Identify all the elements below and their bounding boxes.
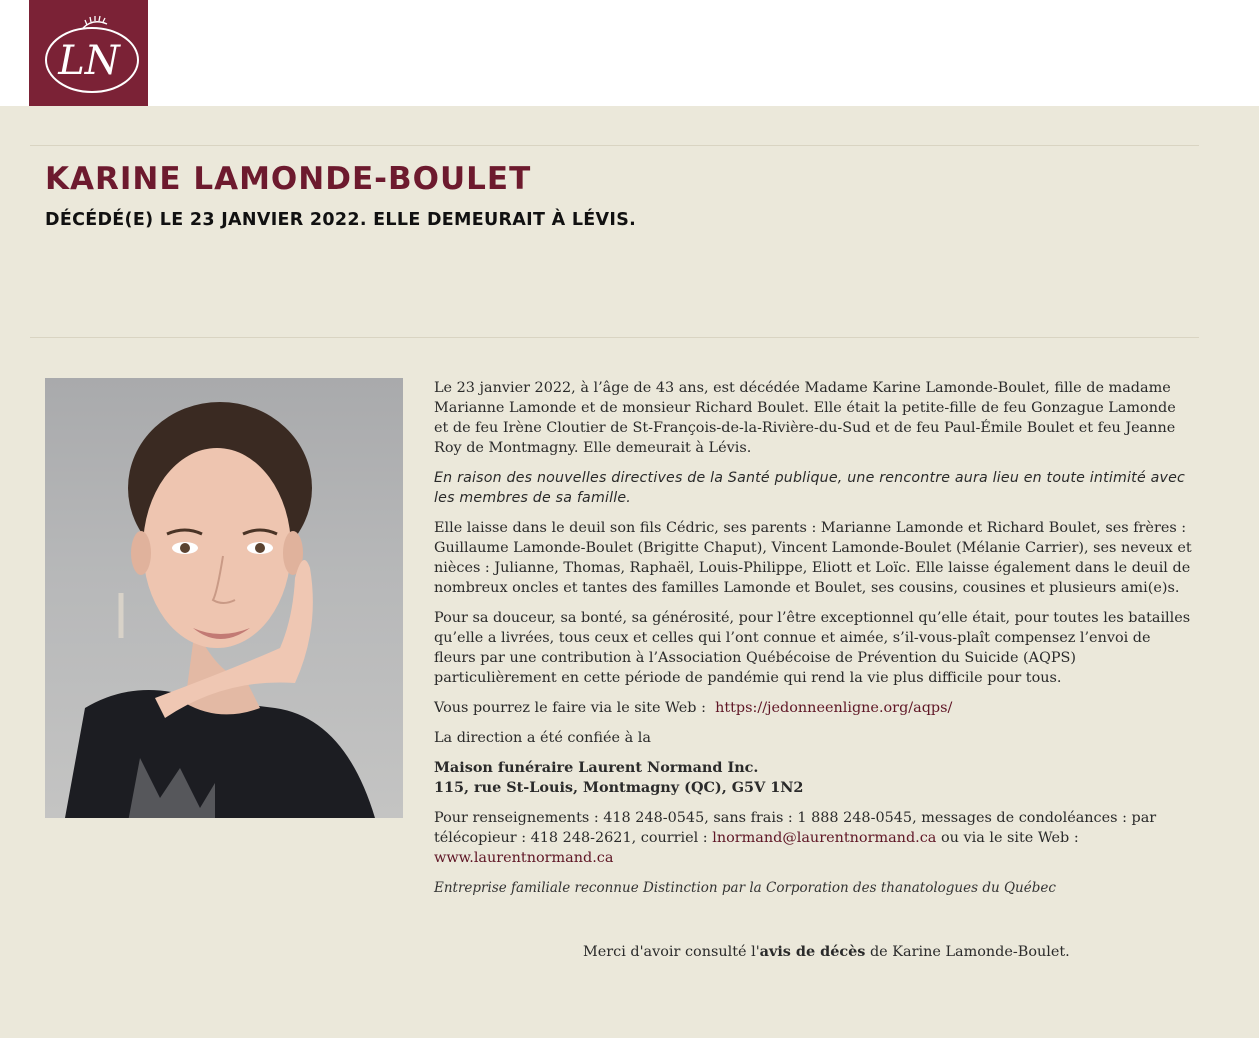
thanks-bold: avis de décès xyxy=(759,943,866,960)
donation-text: Vous pourrez le faire via le site Web : xyxy=(434,700,706,716)
obituary-paragraph: La direction a été confiée à la xyxy=(434,730,651,746)
funeral-home-address: 115, rue St-Louis, Montmagny (QC), G5V 1N2 xyxy=(434,779,804,796)
ln-monogram-icon xyxy=(35,8,143,98)
donation-line xyxy=(434,698,1194,718)
contact-text: Pour renseignements : 418 248-0545, sans frais : 1 888 248-0545, messages de condoléances : par télécopieur : 418 248-2621, courriel : xyxy=(434,810,1157,846)
thanks-message xyxy=(583,943,1070,960)
obituary-paragraph: Pour sa douceur, sa bonté, sa générosité, pour l’être exceptionnel qu’elle était, pour toutes les batailles qu’elle a livrées, tous ceux et celles qui l’ont connue et aimée, s’il-vous-plaît compensez l’envoi de fleurs par une contribution à l’Association Québécoise de Prévention du Suicide (AQPS) particulièrement en cette période de pandémie qui rend la vie plus difficile pour tous. xyxy=(434,610,1191,686)
contact-mid-text: ou via le site Web : xyxy=(940,830,1079,846)
obituary-body xyxy=(434,378,1194,908)
funeral-home-name: Maison funéraire Laurent Normand Inc. xyxy=(434,759,759,776)
health-notice: En raison des nouvelles directives de la Santé publique, une rencontre aura lieu en toute intimité avec les membres de sa famille. xyxy=(434,470,1186,506)
logo[interactable] xyxy=(29,0,148,106)
thanks-before: Merci d'avoir consulté l' xyxy=(583,944,760,960)
company-tagline: Entreprise familiale reconnue Distinction par la Corporation des thanatologues du Québec xyxy=(434,880,1056,896)
divider-top xyxy=(30,145,1199,146)
donation-link[interactable]: https://jedonneenligne.org/aqps/ xyxy=(715,700,953,716)
obituary-paragraph: Le 23 janvier 2022, à l’âge de 43 ans, est décédée Madame Karine Lamonde-Boulet, fille de madame Marianne Lamonde et de monsieur Richard Boulet. Elle était la petite-fille de feu Gonzague Lamonde et de feu Irène Cloutier de St-François-de-la-Rivière-du-Sud et de feu Paul-Émile Boulet et feu Jeanne Roy de Montmagny. Elle demeurait à Lévis. xyxy=(434,380,1176,456)
svg-text:LN: LN xyxy=(57,38,120,84)
divider-bottom xyxy=(30,337,1199,338)
contact-info xyxy=(434,808,1194,868)
deceased-name: KARINE LAMONDE-BOULET xyxy=(45,161,532,197)
obituary-paragraph: Elle laisse dans le deuil son fils Cédric, ses parents : Marianne Lamonde et Richard Boulet, ses frères : Guillaume Lamonde-Boulet (Brigitte Chaput), Vincent Lamonde-Boulet (Mélanie Carrier), ses neveux et nièces : Julianne, Thomas, Raphaël, Louis-Philippe, Eliott et Loïc. Elle laisse également dans le deuil de nombreux oncles et tantes des familles Lamonde et Boulet, ses cousins, cousines et plusieurs ami(e)s. xyxy=(434,520,1192,596)
portrait-photo xyxy=(45,378,403,818)
contact-email-link[interactable]: lnormand@laurentnormand.ca xyxy=(712,830,937,846)
portrait-illustration xyxy=(45,378,403,818)
thanks-after: de Karine Lamonde-Boulet. xyxy=(865,944,1070,960)
death-date-subtitle: DÉCÉDÉ(E) LE 23 JANVIER 2022. ELLE DEMEURAIT À LÉVIS. xyxy=(45,210,637,230)
website-link[interactable]: www.laurentnormand.ca xyxy=(434,850,614,866)
funeral-home-block xyxy=(434,758,1194,798)
top-bar xyxy=(0,0,1259,106)
